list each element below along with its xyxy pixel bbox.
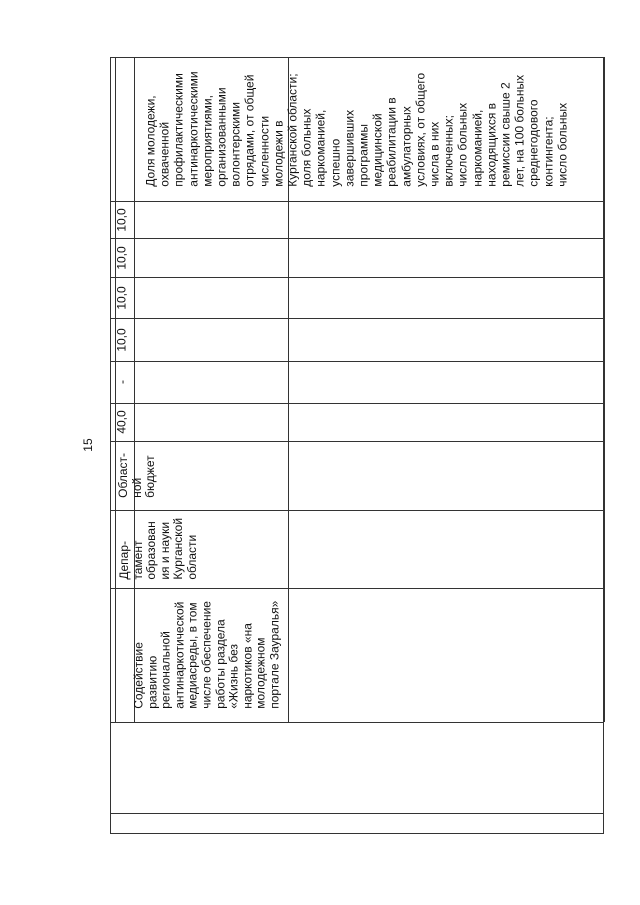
value-text: 40,0 bbox=[114, 410, 129, 434]
table-column-divider bbox=[604, 57, 605, 722]
value-text: 10,0 bbox=[114, 207, 129, 232]
table-row-divider bbox=[110, 722, 604, 723]
indicator-cell bbox=[110, 57, 604, 201]
value-text: - bbox=[115, 380, 129, 384]
value-cell bbox=[110, 277, 134, 318]
value-cell bbox=[110, 403, 134, 441]
funding-source-cell bbox=[110, 441, 164, 510]
value-cell bbox=[110, 238, 134, 277]
executor-cell bbox=[110, 510, 208, 588]
table-row-divider bbox=[110, 277, 604, 278]
page-number: 15 bbox=[81, 438, 95, 452]
table-row-divider bbox=[110, 318, 604, 319]
value-cell bbox=[110, 318, 134, 361]
indicator-text: Доля молодежи, охваченной профилактическими антинаркотическими мероприятиями, организованными волонтерскими отрядами, от общей численности молодежи в Курганской области; доля больных наркоманией, успешно завершивших программы медицинской реабилитации в амбулаторных условиях, от общего числа в них включенных; число больных наркоманией, находящихся в ремиссии свыше 2 лет, на 100 больных среднегодового контингента; число больных bbox=[143, 71, 570, 187]
executor-text: Депар- тамент образован ия и науки Курганской области bbox=[117, 518, 200, 580]
value-text: 10,0 bbox=[114, 285, 129, 310]
value-text: 10,0 bbox=[114, 245, 129, 270]
table-row-divider bbox=[110, 403, 604, 404]
table-row-divider bbox=[110, 201, 604, 202]
value-text: 10,0 bbox=[114, 327, 129, 352]
value-cell bbox=[110, 201, 134, 238]
table-row-divider bbox=[110, 361, 604, 362]
activity-cell bbox=[110, 588, 304, 722]
table-row-divider bbox=[110, 238, 604, 239]
table-row-divider bbox=[110, 813, 604, 814]
value-cell bbox=[110, 361, 134, 403]
table-row-divider bbox=[110, 441, 604, 442]
funding-source-text: Област- ной бюджет bbox=[115, 453, 157, 498]
activity-text: Содействие развитию региональной антинаркотической медиасреды, в том числе обеспечение работы раздела «Жизнь без наркотиков «на молодежном портале Зауралья» bbox=[131, 600, 282, 710]
